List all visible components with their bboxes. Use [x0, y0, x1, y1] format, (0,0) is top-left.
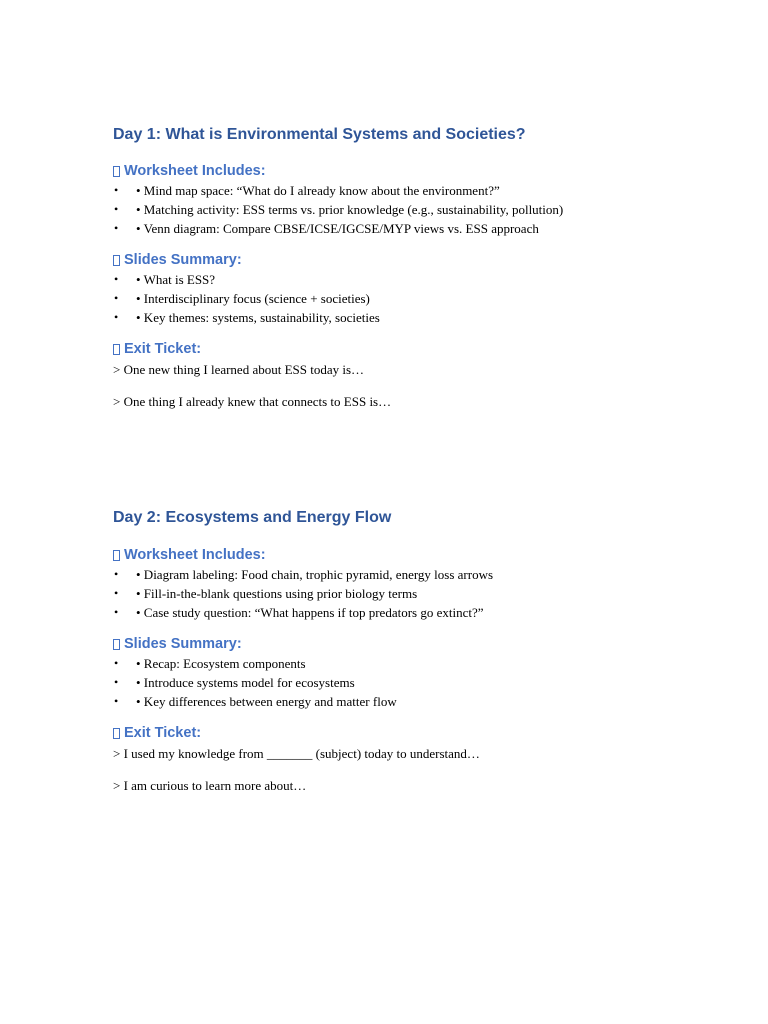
bullet-icon: •	[114, 183, 119, 197]
list-item: • • Key differences between energy and matter flow	[114, 694, 397, 709]
missing-glyph-icon	[113, 344, 120, 355]
list-item: • • Introduce systems model for ecosystems	[114, 675, 355, 690]
exit-prompt: > One thing I already knew that connects to ESS is…	[113, 394, 392, 409]
day-2-exit-heading	[113, 724, 733, 742]
exit-prompt: > I am curious to learn more about…	[113, 778, 307, 793]
bullet-icon: •	[114, 567, 119, 581]
bullet-icon: •	[114, 310, 119, 324]
bullet-icon: •	[114, 675, 119, 689]
bullet-icon: •	[114, 202, 119, 216]
missing-glyph-icon	[113, 255, 120, 266]
day-2-slides-heading	[113, 635, 733, 653]
day-1-slides-heading	[113, 251, 733, 269]
exit-prompt: > One new thing I learned about ESS today is…	[113, 362, 365, 377]
list-item: • • Key themes: systems, sustainability, societies	[114, 310, 380, 325]
missing-glyph-icon	[113, 728, 120, 739]
day-1-worksheet-heading	[113, 162, 733, 180]
day-2-section	[113, 508, 733, 794]
bullet-icon: •	[114, 586, 119, 600]
day-2-title: Day 2: Ecosystems and Energy Flow	[113, 509, 392, 526]
list-item: • • Matching activity: ESS terms vs. prior knowledge (e.g., sustainability, pollution)	[114, 202, 564, 217]
day-1-exit-heading	[113, 340, 733, 358]
day-2-slides-list	[113, 654, 733, 711]
slides-heading-label: Slides Summary:	[124, 636, 242, 652]
list-item: • • Diagram labeling: Food chain, trophic pyramid, energy loss arrows	[114, 567, 494, 582]
day-2-worksheet-list	[113, 565, 733, 622]
list-item: • • Recap: Ecosystem components	[114, 656, 306, 671]
bullet-icon: •	[114, 221, 119, 235]
exit-prompt: > I used my knowledge from _______ (subject) today to understand…	[113, 746, 480, 761]
worksheet-heading-label: Worksheet Includes:	[124, 163, 266, 179]
slides-heading-label: Slides Summary:	[124, 252, 242, 268]
day-1-slides-list	[113, 270, 733, 327]
list-item: • • Mind map space: “What do I already know about the environment?”	[114, 183, 500, 198]
day-1-title: Day 1: What is Environmental Systems and Societies?	[113, 126, 526, 143]
missing-glyph-icon	[113, 166, 120, 177]
bullet-icon: •	[114, 291, 119, 305]
list-item: • • What is ESS?	[114, 272, 216, 287]
exit-heading-label: Exit Ticket:	[124, 341, 202, 357]
exit-heading-label: Exit Ticket:	[124, 725, 202, 741]
list-item: • • Venn diagram: Compare CBSE/ICSE/IGCSE/MYP views vs. ESS approach	[114, 221, 539, 236]
bullet-icon: •	[114, 694, 119, 708]
missing-glyph-icon	[113, 639, 120, 650]
list-item: • • Interdisciplinary focus (science + societies)	[114, 291, 370, 306]
worksheet-heading-label: Worksheet Includes:	[124, 547, 266, 563]
bullet-icon: •	[114, 272, 119, 286]
bullet-icon: •	[114, 656, 119, 670]
list-item: • • Fill-in-the-blank questions using prior biology terms	[114, 586, 418, 601]
day-2-worksheet-heading	[113, 546, 733, 564]
day-1-section	[113, 125, 733, 410]
day-1-worksheet-list	[113, 181, 733, 238]
missing-glyph-icon	[113, 550, 120, 561]
bullet-icon: •	[114, 605, 119, 619]
list-item: • • Case study question: “What happens if top predators go extinct?”	[114, 605, 484, 620]
